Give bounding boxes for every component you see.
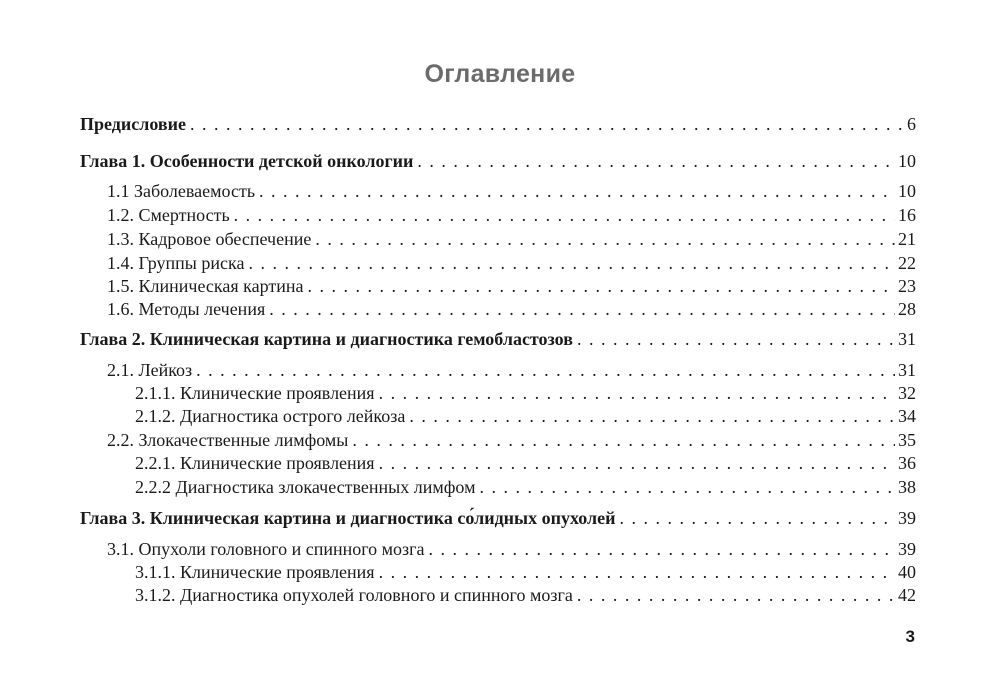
- toc-leader-dots: [307, 275, 895, 297]
- toc-entry[interactable]: [107, 228, 916, 250]
- toc-leader-dots: [409, 405, 895, 427]
- toc-entry[interactable]: [135, 476, 916, 498]
- toc-entry[interactable]: [80, 507, 916, 529]
- toc-entry[interactable]: [107, 275, 916, 297]
- toc-entry-page: 21: [898, 229, 916, 249]
- toc-entry-label: 1.4. Группы риска: [107, 253, 245, 273]
- toc-entry-label: 1.2. Смертность: [107, 205, 230, 225]
- toc-entry[interactable]: [107, 204, 916, 226]
- toc-entry-label: 1.1 Заболеваемость: [107, 181, 256, 201]
- toc-entry-label: 2.1. Лейкоз: [107, 360, 193, 380]
- toc-leader-dots: [259, 180, 895, 202]
- toc-entry-label: Глава 2. Клиническая картина и диагностика гемобластозов: [80, 329, 573, 349]
- toc-entry-label: 3.1. Опухоли головного и спинного мозга: [107, 539, 425, 559]
- toc-leader-dots: [269, 298, 895, 320]
- toc-entry-page: 38: [898, 477, 916, 497]
- toc-entry-label: Предисловие: [80, 114, 186, 134]
- toc-entry-page: 40: [898, 562, 916, 582]
- toc-entry-label: 2.1.1. Клинические проявления: [135, 383, 375, 403]
- toc-entry-page: 39: [898, 539, 916, 559]
- toc-entry-label: 2.2.1. Клинические проявления: [135, 453, 375, 473]
- toc-entry-page: 31: [898, 329, 916, 349]
- toc-leader-dots: [315, 228, 895, 250]
- toc-leader-dots: [190, 113, 904, 135]
- toc-leader-dots: [379, 561, 895, 583]
- toc-entry[interactable]: [80, 113, 916, 135]
- toc-entry-page: 22: [898, 253, 916, 273]
- toc-entry[interactable]: [107, 429, 916, 451]
- toc-leader-dots: [352, 429, 895, 451]
- toc-leader-dots: [234, 204, 895, 226]
- toc-entry[interactable]: [80, 150, 916, 172]
- page-number: 3: [905, 627, 915, 646]
- toc-entry-page: 32: [898, 383, 916, 403]
- toc-entry-page: 23: [898, 276, 916, 296]
- toc-leader-dots: [479, 476, 895, 498]
- toc-leader-dots: [379, 452, 895, 474]
- toc-entry[interactable]: [107, 180, 916, 202]
- toc-entry-page: 35: [898, 430, 916, 450]
- toc-entry-page: 10: [898, 151, 916, 171]
- toc-entry[interactable]: [107, 359, 916, 381]
- toc-leader-dots: [248, 252, 895, 274]
- toc-leader-dots: [379, 382, 895, 404]
- toc-entry-label: Глава 3. Клиническая картина и диагностика со́лидных опухолей: [80, 508, 616, 528]
- toc-entry[interactable]: [135, 561, 916, 583]
- toc-entry-page: 42: [898, 585, 916, 605]
- toc-entry-label: 2.1.2. Диагностика острого лейкоза: [135, 406, 406, 426]
- toc-entry[interactable]: [107, 252, 916, 274]
- toc-leader-dots: [577, 584, 895, 606]
- toc-entry-label: 2.2. Злокачественные лимфомы: [107, 430, 349, 450]
- toc-entry[interactable]: [107, 298, 916, 320]
- toc-entry-page: 31: [898, 360, 916, 380]
- toc-leader-dots: [577, 328, 895, 350]
- toc-entry-label: 1.5. Клиническая картина: [107, 276, 304, 296]
- page-title: Оглавление: [424, 60, 576, 88]
- toc-entry-page: 28: [898, 299, 916, 319]
- toc-entry-page: 10: [898, 181, 916, 201]
- toc-leader-dots: [620, 507, 896, 529]
- toc-entry-label: 2.2.2 Диагностика злокачественных лимфом: [135, 477, 476, 497]
- toc-leader-dots: [196, 359, 895, 381]
- toc-entry-label: 1.6. Методы лечения: [107, 299, 266, 319]
- toc-entry-page: 34: [898, 406, 916, 426]
- toc-entry-page: 39: [898, 508, 916, 528]
- toc-entry[interactable]: [135, 382, 916, 404]
- toc-entry[interactable]: [107, 538, 916, 560]
- toc-entry-label: 1.3. Кадровое обеспечение: [107, 229, 312, 249]
- toc-entry-page: 36: [898, 453, 916, 473]
- toc-leader-dots: [429, 538, 895, 560]
- toc-entry-label: 3.1.1. Клинические проявления: [135, 562, 375, 582]
- toc-entry-label: 3.1.2. Диагностика опухолей головного и спинного мозга: [135, 585, 573, 605]
- toc-entry-page: 16: [898, 205, 916, 225]
- toc-entry[interactable]: [135, 452, 916, 474]
- toc-entry[interactable]: [80, 328, 916, 350]
- toc-entry[interactable]: [135, 405, 916, 427]
- toc-entry-page: 6: [907, 114, 916, 134]
- toc-entry[interactable]: [135, 584, 916, 606]
- toc-entry-label: Глава 1. Особенности детской онкологии: [80, 151, 414, 171]
- toc-leader-dots: [417, 150, 895, 172]
